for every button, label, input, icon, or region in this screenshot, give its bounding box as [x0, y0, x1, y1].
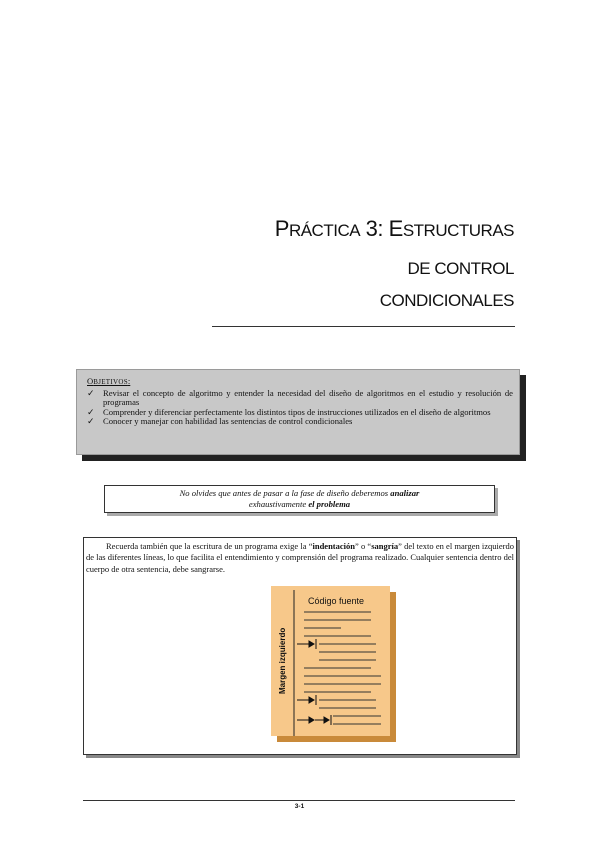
- check-icon: ✓: [87, 406, 95, 417]
- note-text-2: exhaustivamente: [248, 499, 309, 509]
- note-text-1: No olvides que antes de pasar a la fase de diseño deberemos: [179, 488, 391, 498]
- diagram-margin-label: Margen izquierdo: [278, 627, 287, 694]
- objectives-heading-first: O: [87, 376, 94, 386]
- check-icon: ✓: [87, 416, 95, 427]
- diagram-page: [271, 586, 390, 736]
- indentation-box: [83, 537, 517, 755]
- analysis-note: [104, 485, 495, 513]
- indentation-text-3: ” del texto en el margen izquierdo de las diferentes líneas, lo que facilita el entendimiento y comprensión del programa realizado. Cualquier sentencia dentro del cuerpo de otra sentencia, debe sangrarse.: [86, 541, 515, 574]
- objective-text: Revisar el concepto de algoritmo y entender la necesidad del diseño de algoritmos en el estudio y resolución de programas: [103, 387, 513, 408]
- objective-text: Comprender y diferenciar perfectamente los distintos tipos de instrucciones utilizados en el diseño de algoritmos: [103, 406, 491, 417]
- title-cap-e: E: [388, 216, 403, 241]
- source-code-diagram: [271, 586, 401, 744]
- objectives-heading-rest: BJETIVOS: [93, 378, 128, 386]
- objective-item: [87, 389, 513, 408]
- title-line3-text: CONDICIONALES: [379, 291, 514, 310]
- indentation-text-1: Recuerda también que la escritura de un programa exige la “: [106, 541, 313, 551]
- note-bold-analizar: analizar: [390, 488, 420, 498]
- title-divider: [212, 326, 515, 327]
- title-ractica: RÁCTICA: [288, 221, 361, 240]
- sangria-term: sangría: [371, 541, 399, 551]
- indentation-text-2: ” o “: [355, 541, 372, 551]
- diagram-header: Código fuente: [308, 596, 365, 606]
- objectives-box: [76, 369, 520, 455]
- note-bold-problema: el problema: [308, 499, 351, 509]
- practice-title-line2: [408, 256, 514, 278]
- objectives-heading: [87, 377, 513, 388]
- title-structuras: STRUCTURAS: [402, 221, 514, 240]
- objectives-list: [87, 389, 513, 427]
- indentation-paragraph: [86, 541, 514, 575]
- practice-title-line3: [380, 288, 514, 310]
- page-number: 3-1: [294, 803, 305, 810]
- objective-item: [87, 417, 513, 427]
- objective-text: Conocer y manejar con habilidad las sentencias de control condicionales: [103, 416, 353, 427]
- title-number: 3:: [360, 216, 389, 241]
- title-line2-text: DE CONTROL: [407, 259, 514, 278]
- objectives-heading-colon: :: [127, 376, 131, 386]
- practice-title-line1: [275, 218, 514, 240]
- footer-divider: [83, 800, 515, 801]
- check-icon: ✓: [87, 387, 95, 398]
- title-cap-p: P: [274, 216, 289, 241]
- indentation-term: indentación: [312, 541, 355, 551]
